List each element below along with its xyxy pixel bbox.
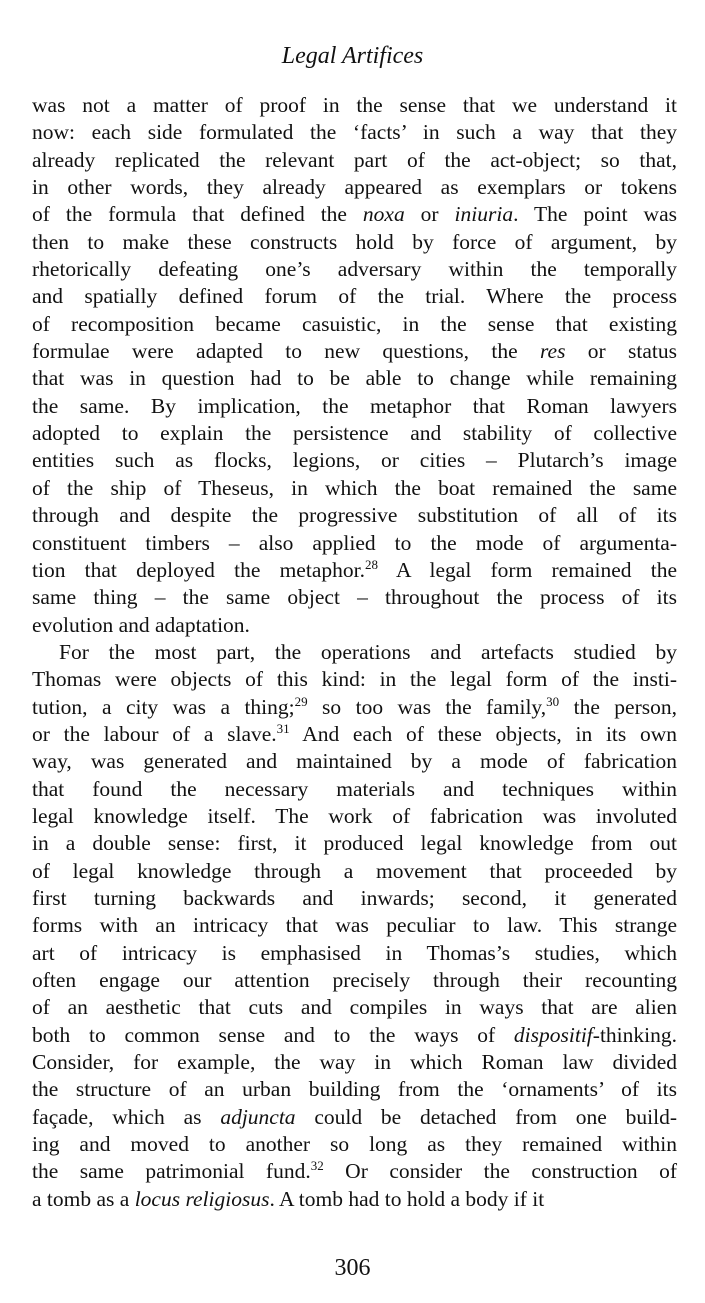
italic-text: adjuncta	[220, 1104, 296, 1129]
text-line	[32, 447, 677, 474]
text-run: adopted to explain the persistence and stability of collective	[32, 421, 677, 446]
text-run: formulae were adapted to new questions, the	[32, 339, 540, 364]
text-line	[32, 940, 677, 967]
text-run: the same patrimonial fund.	[32, 1159, 311, 1184]
text-line	[32, 612, 677, 639]
text-run: or status	[565, 339, 677, 364]
text-run: was not a matter of proof in the sense that we understand it	[32, 93, 677, 117]
text-line	[32, 1158, 677, 1185]
italic-text: noxa	[362, 202, 405, 227]
text-line	[32, 967, 677, 994]
text-line	[32, 201, 677, 228]
text-run: the person,	[559, 694, 677, 719]
text-run: same thing – the same object – throughout the process of its	[32, 585, 677, 610]
text-run: And each of these objects, in its own	[289, 721, 677, 746]
footnote-marker: 29	[294, 693, 308, 709]
text-run: of an aesthetic that cuts and compiles in ways that are alien	[32, 995, 677, 1020]
text-run: Thomas were objects of this kind: in the legal form of the insti-	[32, 667, 677, 692]
text-line	[32, 393, 677, 420]
text-line	[32, 283, 677, 310]
text-run: of legal knowledge through a movement that proceeded by	[32, 858, 677, 883]
text-run: then to make these constructs hold by force of argument, by	[32, 229, 677, 254]
page-number: 306	[334, 1255, 371, 1281]
text-line	[32, 147, 677, 174]
text-line	[32, 994, 677, 1021]
text-run: of recomposition became casuistic, in the sense that existing	[32, 311, 677, 336]
paragraph	[32, 92, 677, 639]
text-line	[32, 338, 677, 365]
running-head: Legal Artifices	[281, 43, 424, 69]
text-line	[32, 530, 677, 557]
text-run: . A tomb had to hold a body if it	[269, 1186, 545, 1211]
text-run: so too was the family,	[307, 694, 547, 719]
text-run: way, was generated and maintained by a mode of fabrication	[32, 749, 677, 774]
text-line	[32, 776, 677, 803]
text-run: of the ship of Theseus, in which the boat remained the same	[32, 475, 677, 500]
text-run: ing and moved to another so long as they remained within	[32, 1132, 677, 1157]
text-line	[32, 721, 677, 748]
text-run: the structure of an urban building from the ‘ornaments’ of its	[32, 1077, 677, 1102]
text-line	[32, 694, 677, 721]
text-run: a tomb as a	[32, 1186, 135, 1211]
text-run: could be detached from one build-	[295, 1104, 677, 1129]
text-run: that was in question had to be able to change while remaining	[32, 366, 677, 391]
text-run: A legal form remained the	[377, 557, 677, 582]
text-run: art of intricacy is emphasised in Thomas’s studies, which	[32, 940, 677, 965]
text-run: entities such as flocks, legions, or cities – Plutarch’s image	[32, 448, 677, 473]
text-line	[32, 666, 677, 693]
text-line	[32, 584, 677, 611]
text-line	[32, 1104, 677, 1131]
italic-text: iniuria	[454, 202, 514, 227]
text-run: in other words, they already appeared as exemplars or tokens	[32, 175, 677, 200]
text-line	[32, 639, 677, 666]
text-line	[32, 1049, 677, 1076]
text-run: constituent timbers – also applied to the mode of argumenta-	[32, 530, 677, 555]
text-line	[32, 803, 677, 830]
text-run: façade, which as	[32, 1104, 221, 1129]
footnote-marker: 31	[276, 720, 290, 736]
text-line	[32, 229, 677, 256]
text-run: of the formula that defined the	[32, 202, 363, 227]
text-run: often engage our attention precisely through their recounting	[32, 968, 677, 992]
text-run: now: each side formulated the ‘facts’ in such a way that they	[32, 120, 677, 145]
text-line	[32, 502, 677, 529]
italic-text: res	[539, 339, 566, 364]
text-run: in a double sense: first, it produced legal knowledge from out	[32, 831, 677, 856]
text-line	[32, 885, 677, 912]
text-line	[32, 92, 677, 119]
footnote-marker: 30	[546, 693, 560, 709]
text-line	[32, 912, 677, 939]
text-run: both to common sense and to the ways of	[32, 1022, 514, 1047]
text-line	[32, 256, 677, 283]
text-line	[32, 1076, 677, 1103]
text-line	[32, 858, 677, 885]
text-run: and spatially defined forum of the trial. Where the process	[32, 284, 677, 309]
italic-text: dispositif	[513, 1022, 593, 1047]
text-line	[32, 748, 677, 775]
text-run: that found the necessary materials and techniques within	[32, 776, 677, 801]
text-line	[32, 1131, 677, 1158]
text-run: . The point was	[513, 202, 677, 227]
text-run: -thinking.	[592, 1022, 677, 1047]
text-run: through and despite the progressive substitution of all of its	[32, 503, 677, 528]
text-run: or the labour of a slave.	[32, 721, 277, 746]
text-line	[32, 365, 677, 392]
italic-text: locus religiosus	[134, 1186, 270, 1211]
text-line	[32, 119, 677, 146]
paragraph	[32, 639, 677, 1213]
text-line	[32, 311, 677, 338]
text-line	[32, 1022, 677, 1049]
text-run: or	[404, 202, 455, 227]
text-run: the same. By implication, the metaphor that Roman lawyers	[32, 393, 677, 418]
text-run: first turning backwards and inwards; second, it generated	[32, 885, 677, 910]
text-run: tution, a city was a thing;	[32, 694, 295, 719]
text-run: Or consider the construction of	[323, 1159, 677, 1184]
body-text	[32, 92, 677, 1213]
text-run: rhetorically defeating one’s adversary within the temporally	[32, 257, 677, 282]
text-run: legal knowledge itself. The work of fabrication was involuted	[32, 803, 677, 828]
text-run: forms with an intricacy that was peculiar to law. This strange	[32, 913, 677, 938]
text-line	[32, 174, 677, 201]
text-line	[32, 830, 677, 857]
text-line	[32, 420, 677, 447]
text-run: tion that deployed the metaphor.	[32, 557, 365, 582]
footnote-marker: 28	[364, 556, 378, 572]
text-run: evolution and adaptation.	[32, 612, 250, 637]
footnote-marker: 32	[310, 1158, 324, 1174]
text-run: Consider, for example, the way in which Roman law divided	[32, 1050, 677, 1075]
text-run: already replicated the relevant part of the act-object; so that,	[32, 147, 677, 172]
text-line	[32, 557, 677, 584]
text-line	[32, 1186, 677, 1213]
text-line	[32, 475, 677, 502]
text-run: For the most part, the operations and artefacts studied by	[59, 639, 677, 664]
